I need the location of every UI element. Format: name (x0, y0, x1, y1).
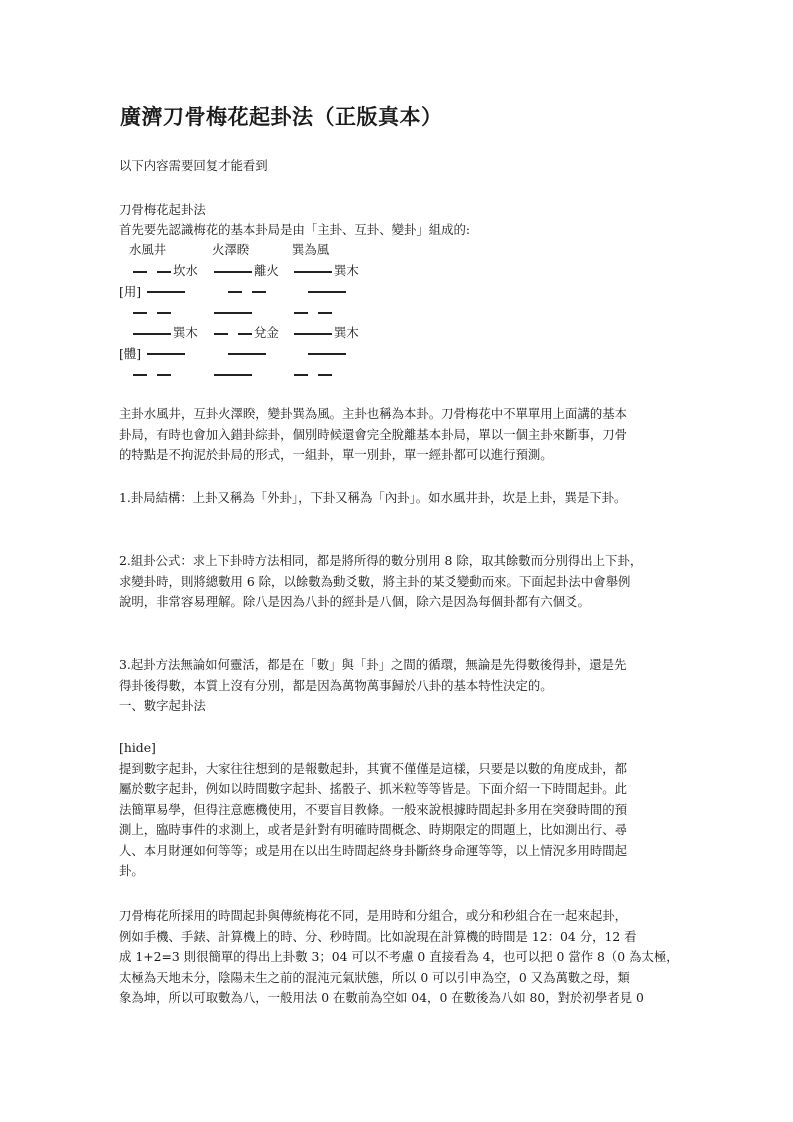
yin-line-segment (133, 312, 147, 314)
yin-line-segment (294, 374, 308, 376)
yang-line (228, 353, 266, 355)
page-title: 廣濟刀骨梅花起卦法（正版真本） (120, 104, 443, 129)
yin-line-segment (214, 333, 228, 335)
paragraph-6 (119, 906, 679, 1009)
text-line: 1.卦局結構：上卦又稱為「外卦」，下卦又稱為「內卦」。如水風井卦，坎是上卦，巽是下卦。 (119, 490, 627, 505)
text-line: 象為坤，所以可取數為八，一般用法 0 在數前為空如 04，0 在數後為八如 80，對於初學者見 0 (119, 990, 644, 1005)
yin-line-segment (238, 333, 252, 335)
text-line: 太極為天地未分，陰陽未生之前的混沌元氣狀態，所以 0 可以引申為空，0 又為萬數之母，類 (119, 969, 630, 985)
text-line: 2.組卦公式：求上下卦時方法相同，都是將所得的數分別用 8 除，取其餘數而分別得出上下卦， (119, 553, 643, 568)
ti-label: [體] (119, 346, 142, 361)
yang-line (147, 291, 185, 293)
text-line: 測上，臨時事件的求測上，或者是針對有明確時間概念、時期限定的問題上，比如測出行、尋 (119, 822, 628, 837)
text-line: 刀骨梅花所採用的時間起卦與傳統梅花不同，是用時和分組合，或分和秒組合在一起來起卦， (119, 908, 628, 923)
hexagram-diagram (119, 242, 519, 382)
hexagram-name: 水風井 (129, 242, 167, 257)
text-line: 屬於數字起卦，例如以時間數字起卦、搖骰子、抓米粒等等皆是。下面介紹一下時間起卦。此 (119, 781, 628, 796)
yin-line-segment (157, 374, 171, 376)
paragraph-4 (119, 655, 675, 717)
text-line: 卦。 (119, 863, 144, 878)
yong-label: [用] (119, 284, 142, 299)
hexagram-name: 巽為風 (292, 242, 330, 257)
yin-line-segment (294, 312, 308, 314)
yang-line (308, 353, 346, 355)
yang-line (147, 353, 185, 355)
paragraph-1 (119, 404, 675, 466)
yin-line-segment (133, 374, 147, 376)
hide-tag: [hide] (119, 740, 156, 755)
paragraph-2 (119, 488, 675, 509)
trigram-label: 兌金 (254, 325, 279, 340)
yin-line-segment (157, 312, 171, 314)
text-line: 法簡單易學，但得注意應機使用，不要盲目教條。一般來說根據時間起卦多用在突發時間的預 (119, 801, 628, 817)
trigram-label: 巽木 (334, 325, 359, 340)
yang-line (214, 271, 252, 273)
text-line: 提到數字起卦，大家往往想到的是報數起卦，其實不僅僅是這樣，只要是以數的角度成卦，都 (119, 760, 628, 776)
trigram-label: 坎水 (173, 263, 198, 278)
reply-notice: 以下内容需要回复才能看到 (119, 158, 268, 173)
trigram-label: 離火 (254, 263, 279, 278)
yang-line (308, 291, 346, 293)
paragraph-5 (119, 738, 675, 882)
text-line: 說明，非常容易理解。除八是因為八卦的經卦是八個，除六是因為每個卦都有六個爻。 (119, 594, 590, 609)
text-line: 人、本月財運如何等等；或是用在以出生時間起終身卦斷終身命運等等，以上情況多用時間起 (119, 842, 628, 858)
yin-line-segment (318, 312, 332, 314)
section-label: 刀骨梅花起卦法 (119, 202, 206, 217)
yin-line-segment (228, 291, 242, 293)
yang-line (294, 271, 332, 273)
trigram-label: 巽木 (334, 263, 359, 278)
intro-text: 首先要先認識梅花的基本卦局是由「主卦、互卦、變卦」組成的: (119, 222, 471, 237)
text-line: 的特點是不拘泥於卦局的形式，一組卦，單一別卦，單一經卦都可以進行預測。 (119, 447, 553, 462)
text-line: 成 1+2=3 則很簡單的得出上卦數 3；04 可以不考慮 0 直接看為 4，也可以把 0 當作 8（0 為太極， (119, 949, 679, 964)
text-line: 卦局，有時也會加入錯卦綜卦，個別時候還會完全脫離基本卦局，單以一個主卦來斷事，刀骨 (119, 426, 628, 442)
yin-line-segment (252, 291, 266, 293)
text-line: 求變卦時，則將總數用 6 除，以餘數為動爻數，將主卦的某爻變動而來。下面起卦法中會舉例 (119, 573, 631, 589)
yin-line-segment (157, 271, 171, 273)
section-heading: 一、數字起卦法 (119, 698, 206, 713)
yang-line (214, 312, 252, 314)
yin-line-segment (318, 374, 332, 376)
yin-line-segment (133, 271, 147, 273)
text-line: 3.起卦方法無論如何靈活，都是在「數」與「卦」之間的循環，無論是先得數後得卦，還是先 (119, 657, 627, 672)
paragraph-3 (119, 551, 675, 613)
text-line: 得卦後得數，本質上沒有分別，都是因為萬物萬事歸於八卦的基本特性決定的。 (119, 677, 553, 693)
text-line: 例如手機、手錶、計算機上的時、分、秒時間。比如說現在計算機的時間是 12：04 分，12 看 (119, 928, 637, 944)
trigram-label: 巽木 (173, 325, 198, 340)
text-line: 主卦水風井，互卦火澤睽，變卦巽為風。主卦也稱為本卦。刀骨梅花中不單單用上面講的基本 (119, 406, 628, 421)
yang-line (294, 333, 332, 335)
yang-line (214, 374, 252, 376)
yang-line (133, 333, 171, 335)
hexagram-name: 火澤睽 (212, 242, 250, 257)
